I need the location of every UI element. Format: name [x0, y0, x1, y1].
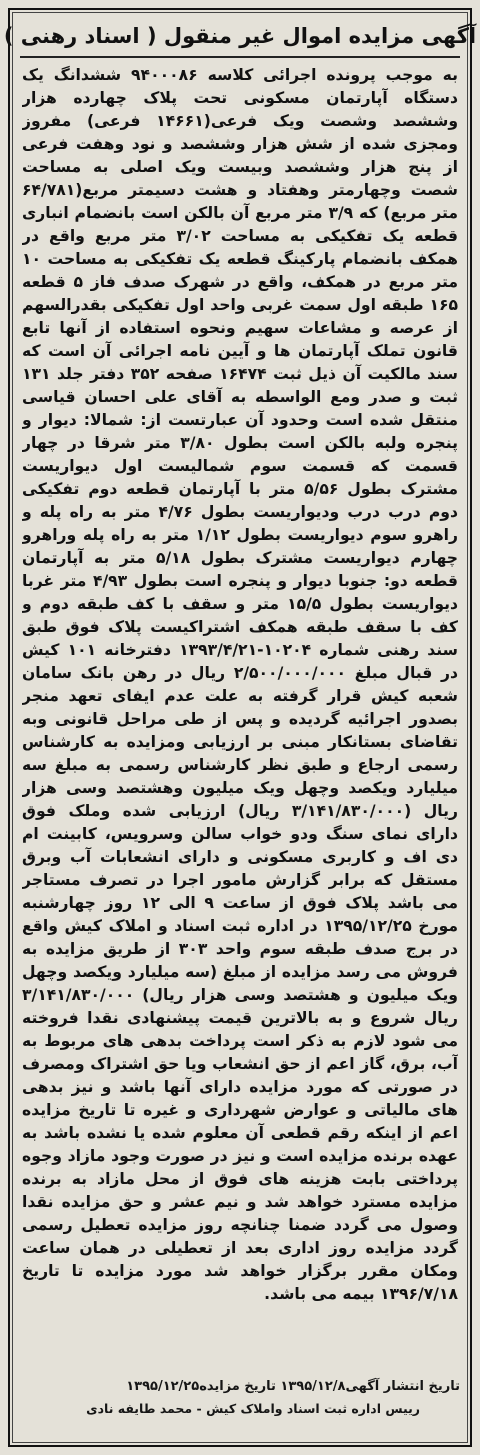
- title-bar: [3, 18, 477, 54]
- publish-dates: تاریخ انتشار آگهی۱۳۹۵/۱۲/۸ تاریخ مزایده۱۳۹۵/۱۲/۲۵: [126, 1379, 460, 1394]
- signature-line: رییس اداره ثبت اسناد واملاک کیش - محمد طایفه نادی: [86, 1401, 420, 1416]
- notice-body: به موجب پرونده اجرائی کلاسه ۹۴۰۰۰۸۶ ششدانگ یک دستگاه آپارتمان مسکونی تحت پلاک چهارده هزار وششصد وشصت ویک فرعی(۱۴۶۶۱ فرعی) مفروز ومجزی شده از شش هزار وششصد و نود وهفت فرعی از پنج هزار وششصد وبیست ویک اصلی به مساحت شصت وچهارمتر وهفتاد و هشت دسیمتر مربع(۶۴/۷۸۱ متر مربع) که ۳/۹ متر مربع آن بالکن است بانضمام انباری قطعه یک تفکیکی به مساحت ۳/۰۲ متر مربع واقع در همکف بانضمام پارکینگ قطعه یک تفکیکی به مساحت ۱۰ متر مربع در همکف، واقع در شهرک صدف فاز ۵ قطعه ۱۶۵ طبقه اول سمت غربی واحد اول تفکیکی بقدرالسهم از عرصه و مشاعات سهیم ونحوه استفاده از آنها تابع قانون تملک آپارتمان ها و آیین نامه اجرائی آن است که سند مالکیت آن ذیل ثبت ۱۶۴۷۴ صفحه ۳۵۲ دفتر جلد ۱۳۱ ثبت و صدر ومع الواسطه به آقای علی احسان قیاسی منتقل شده است وحدود آن عبارتست از: شمالا: دیوار و پنجره ولبه بالکن است بطول ۳/۸۰ متر شرقا در چهار قسمت که قسمت سوم شمالیست اول دیواریست مشترک بطول ۵/۵۶ متر با آپارتمان قطعه دوم تفکیکی دوم درب درب ودیواریست بطول ۴/۷۶ متر به راه پله و راهرو سوم دیواریست بطول ۱/۱۲ متر به راه پله وراهرو چهارم دیواریست مشترک بطول ۵/۱۸ متر به آپارتمان قطعه دو: جنوبا دیوار و پنجره است بطول ۴/۹۳ متر غربا دیواریست بطول ۱۵/۵ متر و سقف با کف طبقه دوم و کف با سقف طبقه همکف اشتراکیست پلاک فوق طبق سند رهنی شماره ۱۰۲۰۴-۱۳۹۳/۴/۲۱ دفترخانه ۱۰۱ کیش در قبال مبلغ ۲/۵۰۰/۰۰۰/۰۰۰ ریال در رهن بانک سامان شعبه کیش قرار گرفته به علت عدم ایفای تعهد منجر بصدور اجرائیه گردیده و پس از طی مراحل قانونی وبه تقاضای بستانکار مبنی بر ارزیابی ومزایده به کارشناس رسمی ارجاع و طبق نظر کارشناس رسمی به مبلغ سه میلیارد ویکصد وچهل ویک میلیون وهشتصد وسی هزار ریال (۳/۱۴۱/۸۳۰/۰۰۰ ریال) ارزیابی شده وملک فوق دارای نمای سنگ ودو خواب سالن وسرویس، کابینت ام دی اف و کاربری مسکونی و دارای انشعابات آب وبرق مستقل که برابر گزارش مامور اجرا در تصرف مستاجر می باشد پلاک فوق از ساعت ۹ الی ۱۲ روز چهارشنبه مورخ ۱۳۹۵/۱۲/۲۵ در اداره ثبت اسناد و املاک کیش واقع در برج صدف طبقه سوم واحد ۳۰۳ از طریق مزایده به فروش می رسد مزایده از مبلغ (سه میلیارد ویکصد وچهل ویک میلیون و هشتصد وسی هزار ریال) ۳/۱۴۱/۸۳۰/۰۰۰ ریال شروع و به بالاترین قیمت پیشنهادی نقدا فروخته می شود لازم به ذکر است پرداخت بدهی های مربوط به آب، برق، گاز اعم از حق انشعاب ویا حق اشتراک ومصرف در صورتی که مورد مزایده دارای آنها باشد و نیز بدهی های مالیاتی و عوارض شهرداری و غیره تا تاریخ مزایده اعم از اینکه رقم قطعی آن معلوم شده یا نشده باشد به عهده برنده مزایده است و نیز در صورت وجود مازاد وجوه پرداختی بابت هزینه های فوق از محل مازاد به برنده مزایده مسترد خواهد شد و نیم عشر و حق مزایده نقدا وصول می گردد ضمنا چنانچه روز مزایده تعطیل رسمی گردد مزایده روز اداری بعد از تعطیلی در همان ساعت ومکان مقرر برگزار خواهد شد مورد مزایده تا تاریخ ۱۳۹۶/۷/۱۸ بیمه می باشد.: [22, 66, 458, 1303]
- notice-title: آگهی مزایده اموال غیر منقول ( اسناد رهنی ): [3, 24, 477, 48]
- title-divider: [20, 56, 460, 58]
- notice-footer: [20, 1376, 460, 1420]
